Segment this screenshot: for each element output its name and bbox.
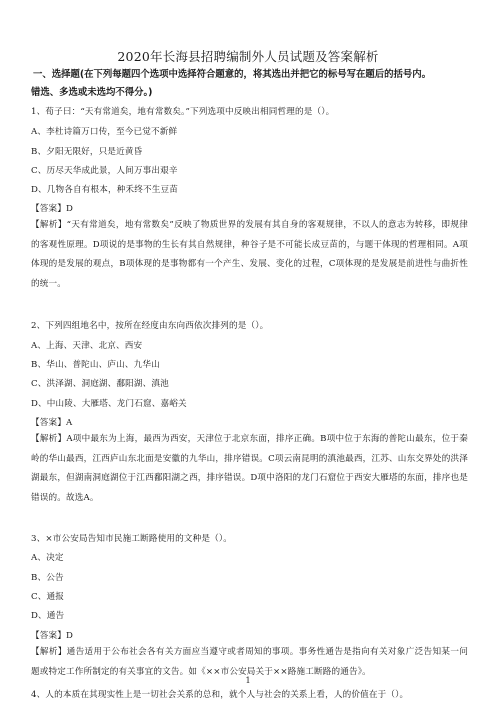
section-heading <box>31 66 471 102</box>
section-heading-line-1: 一、选择题(在下列每题四个选项中选择符合题意的，将其选出并把它的标号写在题后的括号内。 <box>33 69 432 80</box>
question-2-explanation: 【解析】A项中最东为上海，最西为西安，天津位于北京东面，排序正确。B项中位于东海的普陀山最东，位于秦岭的华山最西，江西庐山东北面是安徽的九华山，排序错误。C项云南昆明的滇池最西，江苏、山东交界处的洪泽湖最东，但湖南洞庭湖位于江西鄱阳湖之西，排序错误。D项中洛阳的龙门石窟位于西安大雁塔的东面，排序也是错误的。故选A。 <box>31 434 468 503</box>
question-2-option-c: C、洪泽湖、洞庭湖、鄱阳湖、滇池 <box>31 379 169 389</box>
question-1-option-d: D、几物各自有根本，种禾终不生豆苗 <box>31 185 178 195</box>
question-1-stem: 1、荀子曰：“天有常道矣，地有常数矣。”下列选项中反映出相同哲理的是（）。 <box>31 107 335 117</box>
question-2-stem: 2、下列四组地名中，按所在经度由东向西依次排列的是（）。 <box>31 321 269 331</box>
question-3-option-a: A、决定 <box>31 553 64 563</box>
question-2-answer: 【答案】A <box>31 418 73 428</box>
question-2-option-a: A、上海、天津、北京、西安 <box>31 341 143 351</box>
question-3-answer: 【答案】D <box>31 631 74 641</box>
question-2-option-d: D、中山陵、大雁塔、龙门石窟、嘉峪关 <box>31 399 187 409</box>
question-3-option-b: B、公告 <box>31 573 64 583</box>
question-1-option-a: A、李杜诗篇万口传，至今已觉不新鲜 <box>31 127 178 137</box>
question-1-option-c: C、历尽天华成此景，人间万事出艰辛 <box>31 166 178 176</box>
question-1-answer: 【答案】D <box>31 204 74 214</box>
question-3-option-c: C、通报 <box>31 592 64 602</box>
question-1-option-b: B、夕阳无限好，只是近黄昏 <box>31 147 143 157</box>
question-3-option-d: D、通告 <box>31 611 65 621</box>
section-heading-line-2: 错选、多选或未选均不得分。) <box>31 87 153 98</box>
question-3-stem: 3、×市公安局告知市民施工断路使用的文种是（）。 <box>31 534 233 544</box>
question-1-explanation: 【解析】“天有常道矣，地有常数矣”反映了物质世界的发展有其自身的客观规律，不以人的意志为转移，即规律的客观性原理。D项说的是事物的生长有其自然规律，种谷子是不可能长成豆苗的，与题干体现的哲理相同。A项体现的是发展的观点，B项体现的是事物都有一个产生、发展、变化的过程，C项体现的是发展是前进性与曲折性的统一。 <box>31 220 468 289</box>
question-3-explanation: 【解析】通告适用于公布社会各有关方面应当遵守或者周知的事项。事务性通告是指向有关对象广泛告知某一问题或特定工作所制定的有关事宜的文告。如《××市公安局关于××路施工断路的通告》。 <box>31 647 468 677</box>
question-4-stem: 4、人的本质在其现实性上是一切社会关系的总和，就个人与社会的关系上看，人的价值在于（）。 <box>31 690 409 700</box>
question-2-option-b: B、华山、普陀山、庐山、九华山 <box>31 360 160 370</box>
page-number: 1 <box>245 676 251 685</box>
document-title: 2020年长海县招聘编制外人员试题及答案解析 <box>117 49 379 64</box>
